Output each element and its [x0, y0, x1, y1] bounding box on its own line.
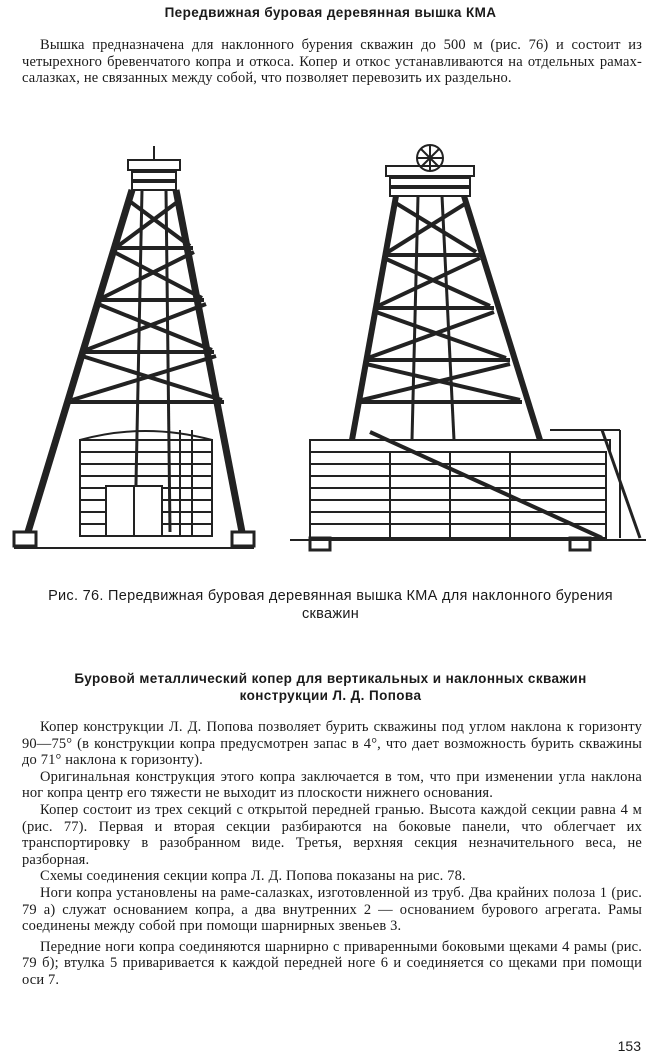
paragraph: Копер состоит из трех секций с открытой передней гранью. Высота каждой секции равна 4 м (рис. 77). Первая и вторая секции разбираются на боковые панели, что облегчает их транспортировку в разобранном виде. Третья, верхняя секция незначительного веса, не разборная. — [22, 801, 642, 868]
figure-caption — [0, 587, 661, 623]
page-number: 153 — [617, 1038, 641, 1054]
paragraph: Схемы соединения секции копра Л. Д. Попова показаны на рис. 78. — [40, 868, 466, 885]
paragraph: Ноги копра установлены на раме-салазках, изготовленной из труб. Два крайних полоза 1 (рис. 79 а) служат основанием копра, а два внутренних 2 — основанием бурового агрегата. Рамы соединены между собой при помощи шарнирных звеньев 3. — [22, 884, 642, 935]
right-tower-drawing — [290, 145, 646, 550]
section-heading-popov — [0, 670, 661, 704]
paragraph: Оригинальная конструкция этого копра заключается в том, что при изменении угла наклона ног копра центр его тяжести не выходит из плоскости нижнего основания. — [22, 768, 642, 802]
figure-76-derrick-drawing — [10, 140, 650, 560]
section-heading-popov-line1: Буровой металлический копер для вертикальных и наклонных скважин — [74, 671, 587, 686]
body-text — [22, 719, 642, 989]
paragraph: Передние ноги копра соединяются шарнирно с приваренными боковыми щеками 4 рамы (рис. 79 б); втулка 5 приваривается к каждой передней ноге 6 и соединяется со щеками при помощи оси 7. — [22, 938, 642, 988]
left-tower-drawing — [14, 146, 254, 548]
paragraph: Копер конструкции Л. Д. Попова позволяет бурить скважины под углом наклона к горизонту 90—75° (в конструкции копра предусмотрен запас в 4°, что дает возможность бурить скважины до 71° наклона к горизонту). — [22, 719, 642, 769]
intro-text: Вышка предназначена для наклонного бурения скважин до 500 м (рис. 76) и состоит из четырехного бревенчатого копра и откоса. Копер и откос устанавливаются на отдельных рамах-салазках, не связанных между собой, что позволяет перевозить их раздельно. — [22, 37, 642, 87]
figure-caption-text: Рис. 76. Передвижная буровая деревянная вышка КМА для наклонного бурения скважин — [48, 588, 613, 622]
section-heading-popov-line2: конструкции Л. Д. Попова — [239, 688, 422, 703]
intro-paragraph — [22, 37, 642, 87]
section-heading-kma: Передвижная буровая деревянная вышка КМА — [164, 5, 497, 20]
